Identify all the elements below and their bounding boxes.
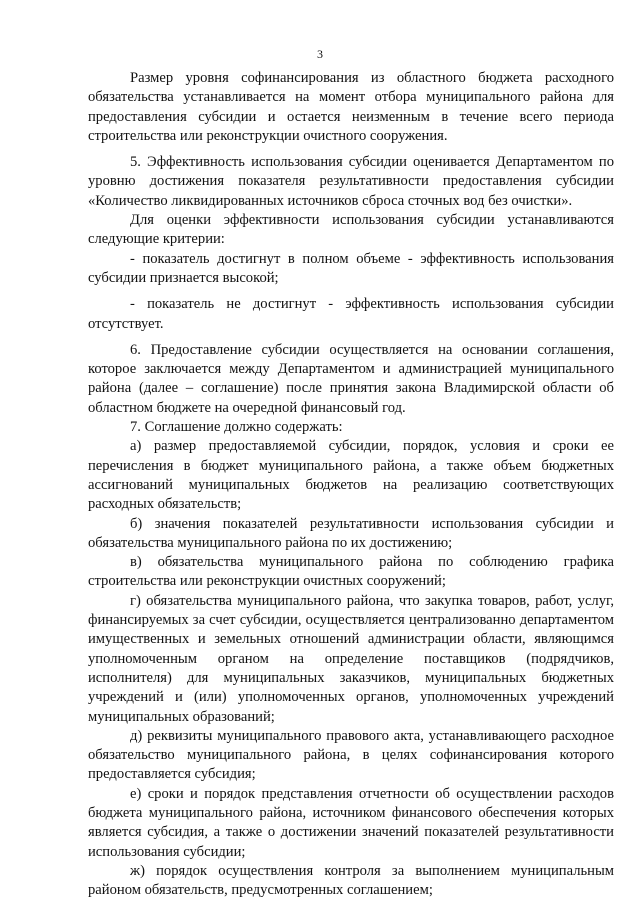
criterion-high: - показатель достигнут в полном объеме - эффективность использования субсидии признается высокой; <box>88 250 614 286</box>
paragraph-6-agreement: 6. Предоставление субсидии осуществляется на основании соглашения, которое заключается между Департаментом и администрацией муниципального района (далее – соглашение) после принятия закона Владимирской области об областном бюджете на очередной финансовый год. <box>88 341 614 416</box>
paragraph-5-efficiency: 5. Эффективность использования субсидии оценивается Департаментом по уровню достижения показателя результативности предоставления субсидии «Количество ликвидированных источников сброса сточных вод без очистки». <box>88 154 614 209</box>
paragraph-criteria-intro: Для оценки эффективности использования субсидии устанавливаются следующие критерии: <box>88 212 614 248</box>
item-zh: ж) порядок осуществления контроля за выполнением муниципальным районом обязательств, предусмотренных соглашением; <box>88 862 614 899</box>
item-b: б) значения показателей результативности использования субсидии и обязательства муниципального района по их достижению; <box>88 515 614 551</box>
item-g: г) обязательства муниципального района, что закупка товаров, работ, услуг, финансируемых за счет субсидии, осуществляется централизованно департаментом имущественных и земельных отношений администрации области, являющимся уполномоченным органом на определение поставщиков (подрядчиков, исполнителя) для муниципальных заказчиков, муниципальных бюджетных учреждений и (или) уполномоченных органов, уполномоченных учреждений муниципальных образований; <box>88 592 614 725</box>
item-a: а) размер предоставляемой субсидии, порядок, условия и сроки ее перечисления в бюджет муниципального района, а также объем бюджетных ассигнований муниципальных бюджетов на реализацию соответствующих расходных обязательств; <box>88 438 614 513</box>
item-e: е) сроки и порядок представления отчетности об осуществлении расходов бюджета муниципального района, источником финансового обеспечения которых является субсидия, а также о достижении значений показателей результативности использования субсидии; <box>88 785 614 860</box>
page-number: 3 <box>317 47 323 61</box>
document-body <box>88 69 614 900</box>
criterion-absent: - показатель не достигнут - эффективность использования субсидии отсутствует. <box>88 296 614 332</box>
paragraph-cofinancing-level: Размер уровня софинансирования из областного бюджета расходного обязательства устанавливается на момент отбора муниципального района для предоставления субсидии и остается неизменным в течение всего периода строительства или реконструкции очистного сооружения. <box>88 70 614 144</box>
item-v: в) обязательства муниципального района по соблюдению графика строительства или реконструкции очистных сооружений; <box>88 554 614 590</box>
paragraph-7-agreement-contents: 7. Соглашение должно содержать: <box>130 419 343 436</box>
item-d: д) реквизиты муниципального правового акта, устанавливающего расходное обязательство муниципального района, в целях софинансирования которого предоставляется субсидия; <box>88 727 614 783</box>
